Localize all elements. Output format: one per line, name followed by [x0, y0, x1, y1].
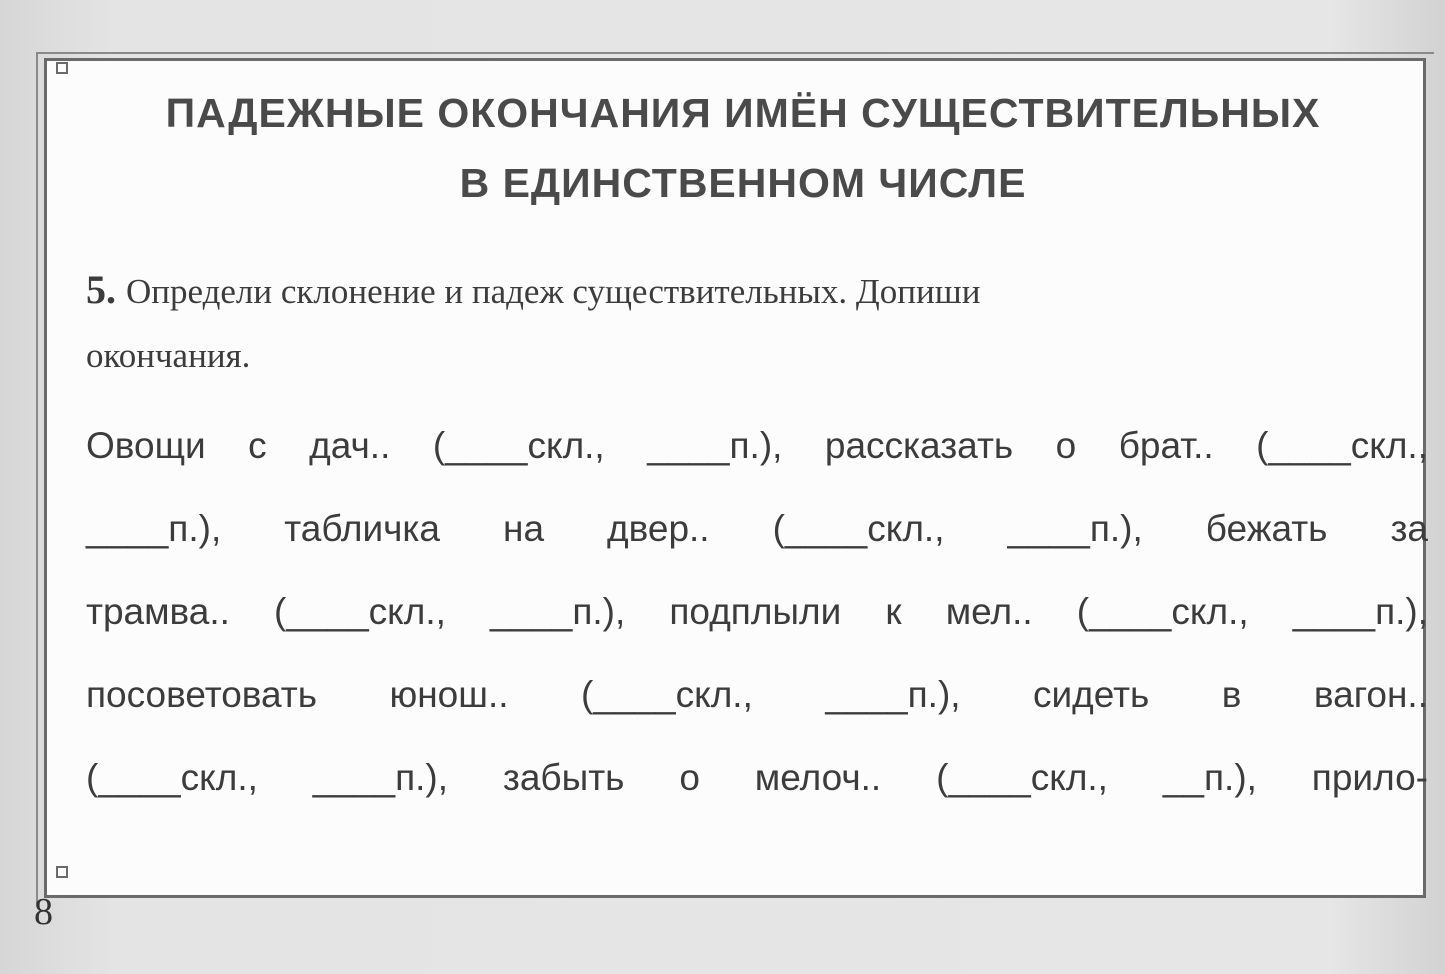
page-title: [60, 78, 1426, 218]
exercise-line: трамва.. (____скл., ____п.), подплыли к мел.. (____скл., ____п.),: [86, 591, 1428, 632]
frame-corner-top-left: [56, 62, 68, 74]
exercise-text: [86, 404, 1428, 819]
instruction-line-2: окончания.: [86, 336, 251, 375]
frame-corner-bottom-left: [56, 866, 68, 878]
title-line-2: В ЕДИНСТВЕННОМ ЧИСЛЕ: [459, 160, 1027, 206]
exercise-line: посоветовать юнош.. (____скл., ____п.), сидеть в вагон..: [86, 674, 1428, 715]
task-instruction: [86, 258, 1428, 388]
title-line-1: ПАДЕЖНЫЕ ОКОНЧАНИЯ ИМЁН СУЩЕСТВИТЕЛЬНЫХ: [165, 90, 1321, 136]
page-number: 8: [34, 891, 53, 933]
task-number: 5.: [86, 267, 116, 312]
exercise-line: ____п.), табличка на двер.. (____скл., ____п.), бежать за: [86, 508, 1428, 549]
exercise-line: Овощи с дач.. (____скл., ____п.), рассказать о брат.. (____скл.,: [86, 425, 1428, 466]
instruction-line-1: Определи склонение и падеж существительных. Допиши: [126, 272, 981, 311]
exercise-line: (____скл., ____п.), забыть о мелоч.. (____скл., __п.), прило-: [86, 757, 1428, 798]
